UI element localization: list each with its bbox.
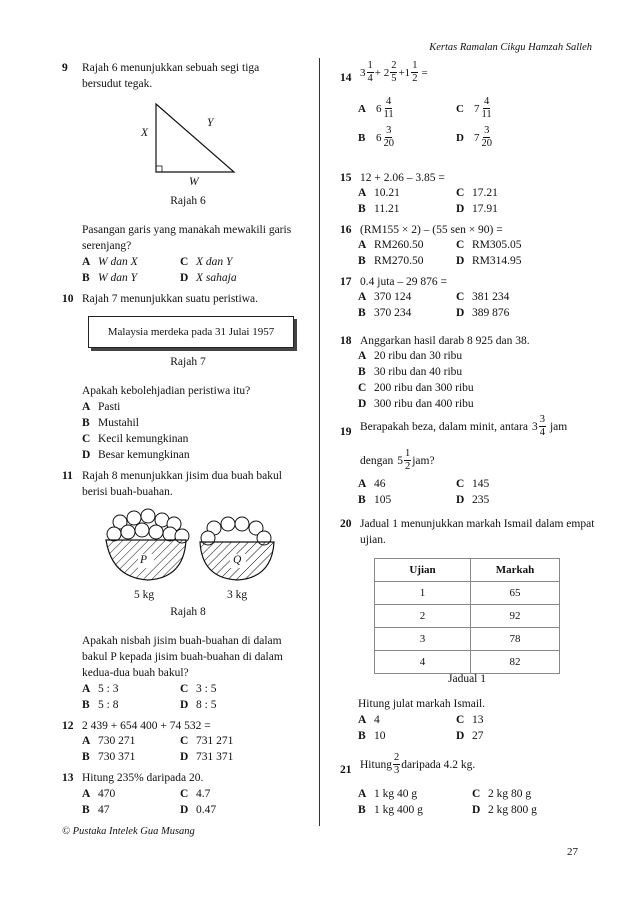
q17-text: 0.4 juta – 29 876 = [360,276,447,288]
q19-text-2: dengan [360,454,394,467]
table-cell: 1 [375,582,471,605]
q14-option-fraction [383,96,395,121]
q14-den-2: 5 [391,73,397,84]
q10-caption: Rajah 7 [170,356,206,368]
q20-question: Hitung julat markah Ismail. [358,698,486,710]
q12-option-letter: D [180,751,189,763]
q10-option-letter: D [82,449,91,461]
table-row [375,651,560,674]
q19-line-2 [360,448,435,473]
q13-option-letter: D [180,804,189,816]
q20-option-letter: B [358,730,366,742]
q14-option-whole: 7 [474,102,480,115]
q12-option-b[interactable]: 730 371 [98,751,136,763]
q18-text: Anggarkan hasil darab 8 925 dan 38. [360,335,530,347]
q15-option-c[interactable]: 17.21 [472,187,498,199]
q14-option-letter: D [456,131,464,144]
q12-option-letter: A [82,735,91,747]
q14-option-letter: C [456,102,464,115]
q14-option-num: 3 [484,125,490,136]
q14-option-whole: 6 [376,102,382,115]
q10-option-a[interactable]: Pasti [98,401,121,413]
q17-option-d[interactable]: 389 876 [472,307,510,319]
q20-option-letter: A [358,714,367,726]
right-triangle-figure [130,100,240,190]
q15-options [358,185,498,217]
q18-option-c[interactable]: 200 ribu dan 300 ribu [374,382,474,394]
q13-options [82,786,216,818]
q17-options [358,289,509,321]
q21-number: 21 [340,764,352,776]
table-cell: 65 [471,582,560,605]
q11-option-letter: D [180,699,189,711]
basket-p [106,509,189,580]
q14-option-den: 20 [383,138,394,149]
q19-option-letter: A [358,478,367,490]
q12-text: 2 439 + 654 400 + 74 532 = [82,720,211,732]
q15-option-letter: D [456,203,465,215]
footer-publisher: © Pustaka Intelek Gua Musang [62,826,195,837]
q21-option-d[interactable]: 2 kg 800 g [488,804,537,816]
q14-option-fraction [383,125,396,150]
q16-number: 16 [340,224,352,236]
q20-option-letter: D [456,730,465,742]
q16-option-letter: B [358,255,366,267]
q14-option-a[interactable] [358,96,456,121]
table-row [375,605,560,628]
q18-number: 18 [340,335,352,347]
q10-question: Apakah kebolehjadian peristiwa itu? [82,385,251,397]
q14-op-1: + 2 [374,66,390,79]
q9-label-x: X [141,127,149,139]
q16-option-b[interactable]: RM270.50 [374,255,424,267]
q21-options [358,786,537,818]
q21-option-c[interactable]: 2 kg 80 g [488,788,532,800]
q14-options [358,96,568,150]
q20-option-d[interactable]: 27 [472,730,484,742]
q11-text: Rajah 8 menunjukkan jisim dua buah bakul berisi buah-buahan. [82,470,282,498]
q14-whole-1: 3 [360,66,366,79]
q12-option-c[interactable]: 731 271 [196,735,234,747]
table-cell: 78 [471,628,560,651]
q9-option-letter: C [180,256,189,268]
basket-q-mass: 3 kg [227,589,248,601]
q12-option-letter: B [82,751,90,763]
q19-option-b[interactable]: 105 [374,494,392,506]
q11-option-letter: B [82,699,90,711]
q18-options [358,348,474,412]
q13-option-a[interactable]: 470 [98,788,116,800]
q21-option-letter: C [472,788,481,800]
q16-option-letter: D [456,255,465,267]
q14-option-d[interactable] [456,125,554,150]
q11-option-d[interactable]: 8 : 5 [196,699,217,711]
basket-p-mass: 5 kg [134,589,155,601]
q10-event-box: Malaysia merdeka pada 31 Julai 1957 [88,316,294,348]
table-header: Ujian [375,559,471,582]
q16-option-d[interactable]: RM314.95 [472,255,522,267]
q19-num-1: 3 [539,414,545,425]
q21-option-letter: B [358,804,366,816]
q9-number: 9 [62,62,68,74]
q14-option-whole: 6 [376,131,382,144]
q16-text: (RM155 × 2) – (55 sen × 90) = [360,224,503,236]
q13-number: 13 [62,772,74,784]
table-cell: 2 [375,605,471,628]
q17-option-letter: D [456,307,465,319]
q21-option-a[interactable]: 1 kg 40 g [374,788,418,800]
q9-label-w: W [189,176,199,188]
column-divider [319,58,320,826]
marks-table [374,558,560,674]
q14-option-den: 11 [383,109,394,120]
q19-line-1 [360,414,567,439]
table-row [375,628,560,651]
q13-option-letter: C [180,788,189,800]
q18-option-b[interactable]: 30 ribu dan 40 ribu [374,366,463,378]
q17-option-letter: A [358,291,367,303]
q11-option-c[interactable]: 3 : 5 [196,683,217,695]
table-cell: 3 [375,628,471,651]
q16-option-letter: A [358,239,367,251]
q15-option-letter: B [358,203,366,215]
table-cell: 92 [471,605,560,628]
q15-option-b[interactable]: 11.21 [374,203,400,215]
q11-number: 11 [62,470,73,482]
q19-option-a[interactable]: 46 [374,478,386,490]
q20-caption: Jadual 1 [447,673,486,685]
q18-option-letter: C [358,382,367,394]
table-cell: 82 [471,651,560,674]
q14-num-1: 1 [367,60,373,71]
q17-option-b[interactable]: 370 234 [374,307,412,319]
q21-fraction [393,752,400,777]
q12-option-a[interactable]: 730 271 [98,735,136,747]
q13-option-b[interactable]: 47 [98,804,110,816]
q21-den: 3 [393,765,400,776]
q9-option-a[interactable]: W dan X [98,256,138,268]
q21-option-letter: A [358,788,367,800]
q20-option-b[interactable]: 10 [374,730,386,742]
table-row [375,582,560,605]
q9-text: Rajah 6 menunjukkan sebuah segi tiga bersudut tegak. [82,62,260,90]
q9-options [82,254,237,286]
q17-option-letter: B [358,307,366,319]
q17-option-c[interactable]: 381 234 [472,291,510,303]
q19-option-c[interactable]: 145 [472,478,490,490]
q20-option-c[interactable]: 13 [472,714,484,726]
q9-option-letter: B [82,272,90,284]
q15-option-d[interactable]: 17.91 [472,203,498,215]
q18-option-letter: A [358,350,367,362]
q11-caption: Rajah 8 [170,606,206,618]
q13-text: Hitung 235% daripada 20. [82,772,204,784]
q14-option-num: 3 [386,125,392,136]
q14-option-b[interactable] [358,125,456,150]
q13-option-d[interactable]: 0.47 [196,804,217,816]
q21-post: daripada 4.2 kg. [401,758,476,771]
q19-option-d[interactable]: 235 [472,494,490,506]
q9-caption: Rajah 6 [170,195,206,207]
q9-option-letter: A [82,256,91,268]
q18-option-letter: B [358,366,366,378]
q14-option-whole: 7 [474,131,480,144]
q15-option-letter: C [456,187,465,199]
q15-option-letter: A [358,187,367,199]
q19-unit-1: jam [549,420,568,433]
q17-option-letter: C [456,291,465,303]
q12-option-letter: C [180,735,189,747]
q15-text: 12 + 2.06 – 3.85 = [360,172,445,184]
q21-num: 2 [393,752,400,763]
page-number: 27 [567,846,578,858]
q14-number: 14 [340,72,352,84]
q11-question: Apakah nisbah jisim buah-buahan di dalam bakul P kepada jisim buah-buahan di dalam kedua-dua buah bakul? [82,635,283,679]
q11-option-b[interactable]: 5 : 8 [98,699,119,711]
q14-option-letter: B [358,131,366,144]
q14-option-den: 20 [481,138,492,149]
q14-expression [360,60,428,85]
q21-option-b[interactable]: 1 kg 400 g [374,804,423,816]
q15-number: 15 [340,172,352,184]
q10-option-b[interactable]: Mustahil [98,417,139,429]
q19-option-letter: D [456,494,465,506]
q14-op-2: +1 [398,66,411,79]
q14-option-c[interactable] [456,96,554,121]
q10-options [82,399,190,463]
table-header-row [375,559,560,582]
q16-option-a[interactable]: RM260.50 [374,239,424,251]
basket-q [200,517,274,580]
q19-num-2: 1 [404,448,411,459]
q12-option-d[interactable]: 731 371 [196,751,234,763]
fruit-baskets-figure [104,508,284,590]
q11-option-letter: A [82,683,91,695]
q9-option-letter: D [180,272,189,284]
q9-option-c[interactable]: X dan Y [196,256,233,268]
q13-option-c[interactable]: 4.7 [196,788,211,800]
q14-option-den: 11 [481,109,492,120]
q20-number: 20 [340,518,352,530]
q10-text: Rajah 7 menunjukkan suatu peristiwa. [82,293,258,305]
q21-option-letter: D [472,804,481,816]
q18-option-letter: D [358,398,367,410]
q20-option-letter: C [456,714,465,726]
q20-option-a[interactable]: 4 [374,714,380,726]
q17-number: 17 [340,276,352,288]
q11-option-a[interactable]: 5 : 3 [98,683,119,695]
q14-fraction-1 [367,60,374,85]
q16-options [358,237,522,269]
q19-text-1: Berapakah beza, dalam minit, antara [360,420,528,433]
q10-option-letter: C [82,433,91,445]
table-header: Markah [471,559,560,582]
table-cell: 4 [375,651,471,674]
q10-option-letter: B [82,417,90,429]
q19-number: 19 [340,426,352,438]
q9-label-y: Y [207,117,214,129]
q19-option-letter: B [358,494,366,506]
q9-option-b[interactable]: W dan Y [98,272,137,284]
q10-option-c[interactable]: Kecil kemungkinan [98,433,189,445]
q15-option-a[interactable]: 10.21 [374,187,400,199]
q12-number: 12 [62,720,74,732]
q14-num-2: 2 [391,60,397,71]
q19-fraction-2 [404,448,411,473]
right-angle-mark [156,166,162,172]
q14-fraction-3 [411,60,418,85]
q10-option-letter: A [82,401,91,413]
q21-line [360,752,475,777]
q16-option-c[interactable]: RM305.05 [472,239,522,251]
q14-den-3: 2 [412,73,418,84]
q14-option-letter: A [358,102,366,115]
q17-option-a[interactable]: 370 124 [374,291,412,303]
q21-pre: Hitung [360,758,392,771]
q20-text: Jadual 1 menunjukkan markah Ismail dalam empat ujian. [360,518,595,546]
q11-options [82,681,216,713]
q19-whole-1: 3 [531,420,538,433]
q14-option-fraction [481,96,493,121]
q14-option-num: 4 [385,96,392,107]
q18-option-a[interactable]: 20 ribu dan 30 ribu [374,350,463,362]
page-header: Kertas Ramalan Cikgu Hamzah Salleh [429,42,592,53]
q9-question: Pasangan garis yang manakah mewakili garis serenjang? [82,224,292,252]
q19-den-2: 2 [404,461,411,472]
q13-option-letter: B [82,804,90,816]
q20-options [358,712,484,744]
basket-p-label: P [140,554,148,566]
q19-option-letter: C [456,478,465,490]
q19-den-1: 4 [539,427,545,438]
q19-fraction-1 [539,414,546,439]
q14-option-fraction [481,125,494,150]
q19-options [358,476,489,508]
q13-option-letter: A [82,788,91,800]
q14-den-1: 4 [367,73,373,84]
q11-option-letter: C [180,683,189,695]
q14-num-3: 1 [412,60,418,71]
q14-option-num: 4 [483,96,490,107]
q9-option-d[interactable]: X sahaja [196,272,237,284]
q10-option-d[interactable]: Besar kemungkinan [98,449,190,461]
q16-option-letter: C [456,239,465,251]
triangle-shape [156,104,234,172]
q19-whole-2: 5 [397,454,403,467]
q19-unit-2: jam? [412,454,435,467]
q18-option-d[interactable]: 300 ribu dan 400 ribu [374,398,474,410]
q12-options [82,733,233,765]
q10-number: 10 [62,293,74,305]
basket-q-label: Q [233,554,242,566]
q14-equals: = [421,66,428,79]
q14-fraction-2 [390,60,397,85]
